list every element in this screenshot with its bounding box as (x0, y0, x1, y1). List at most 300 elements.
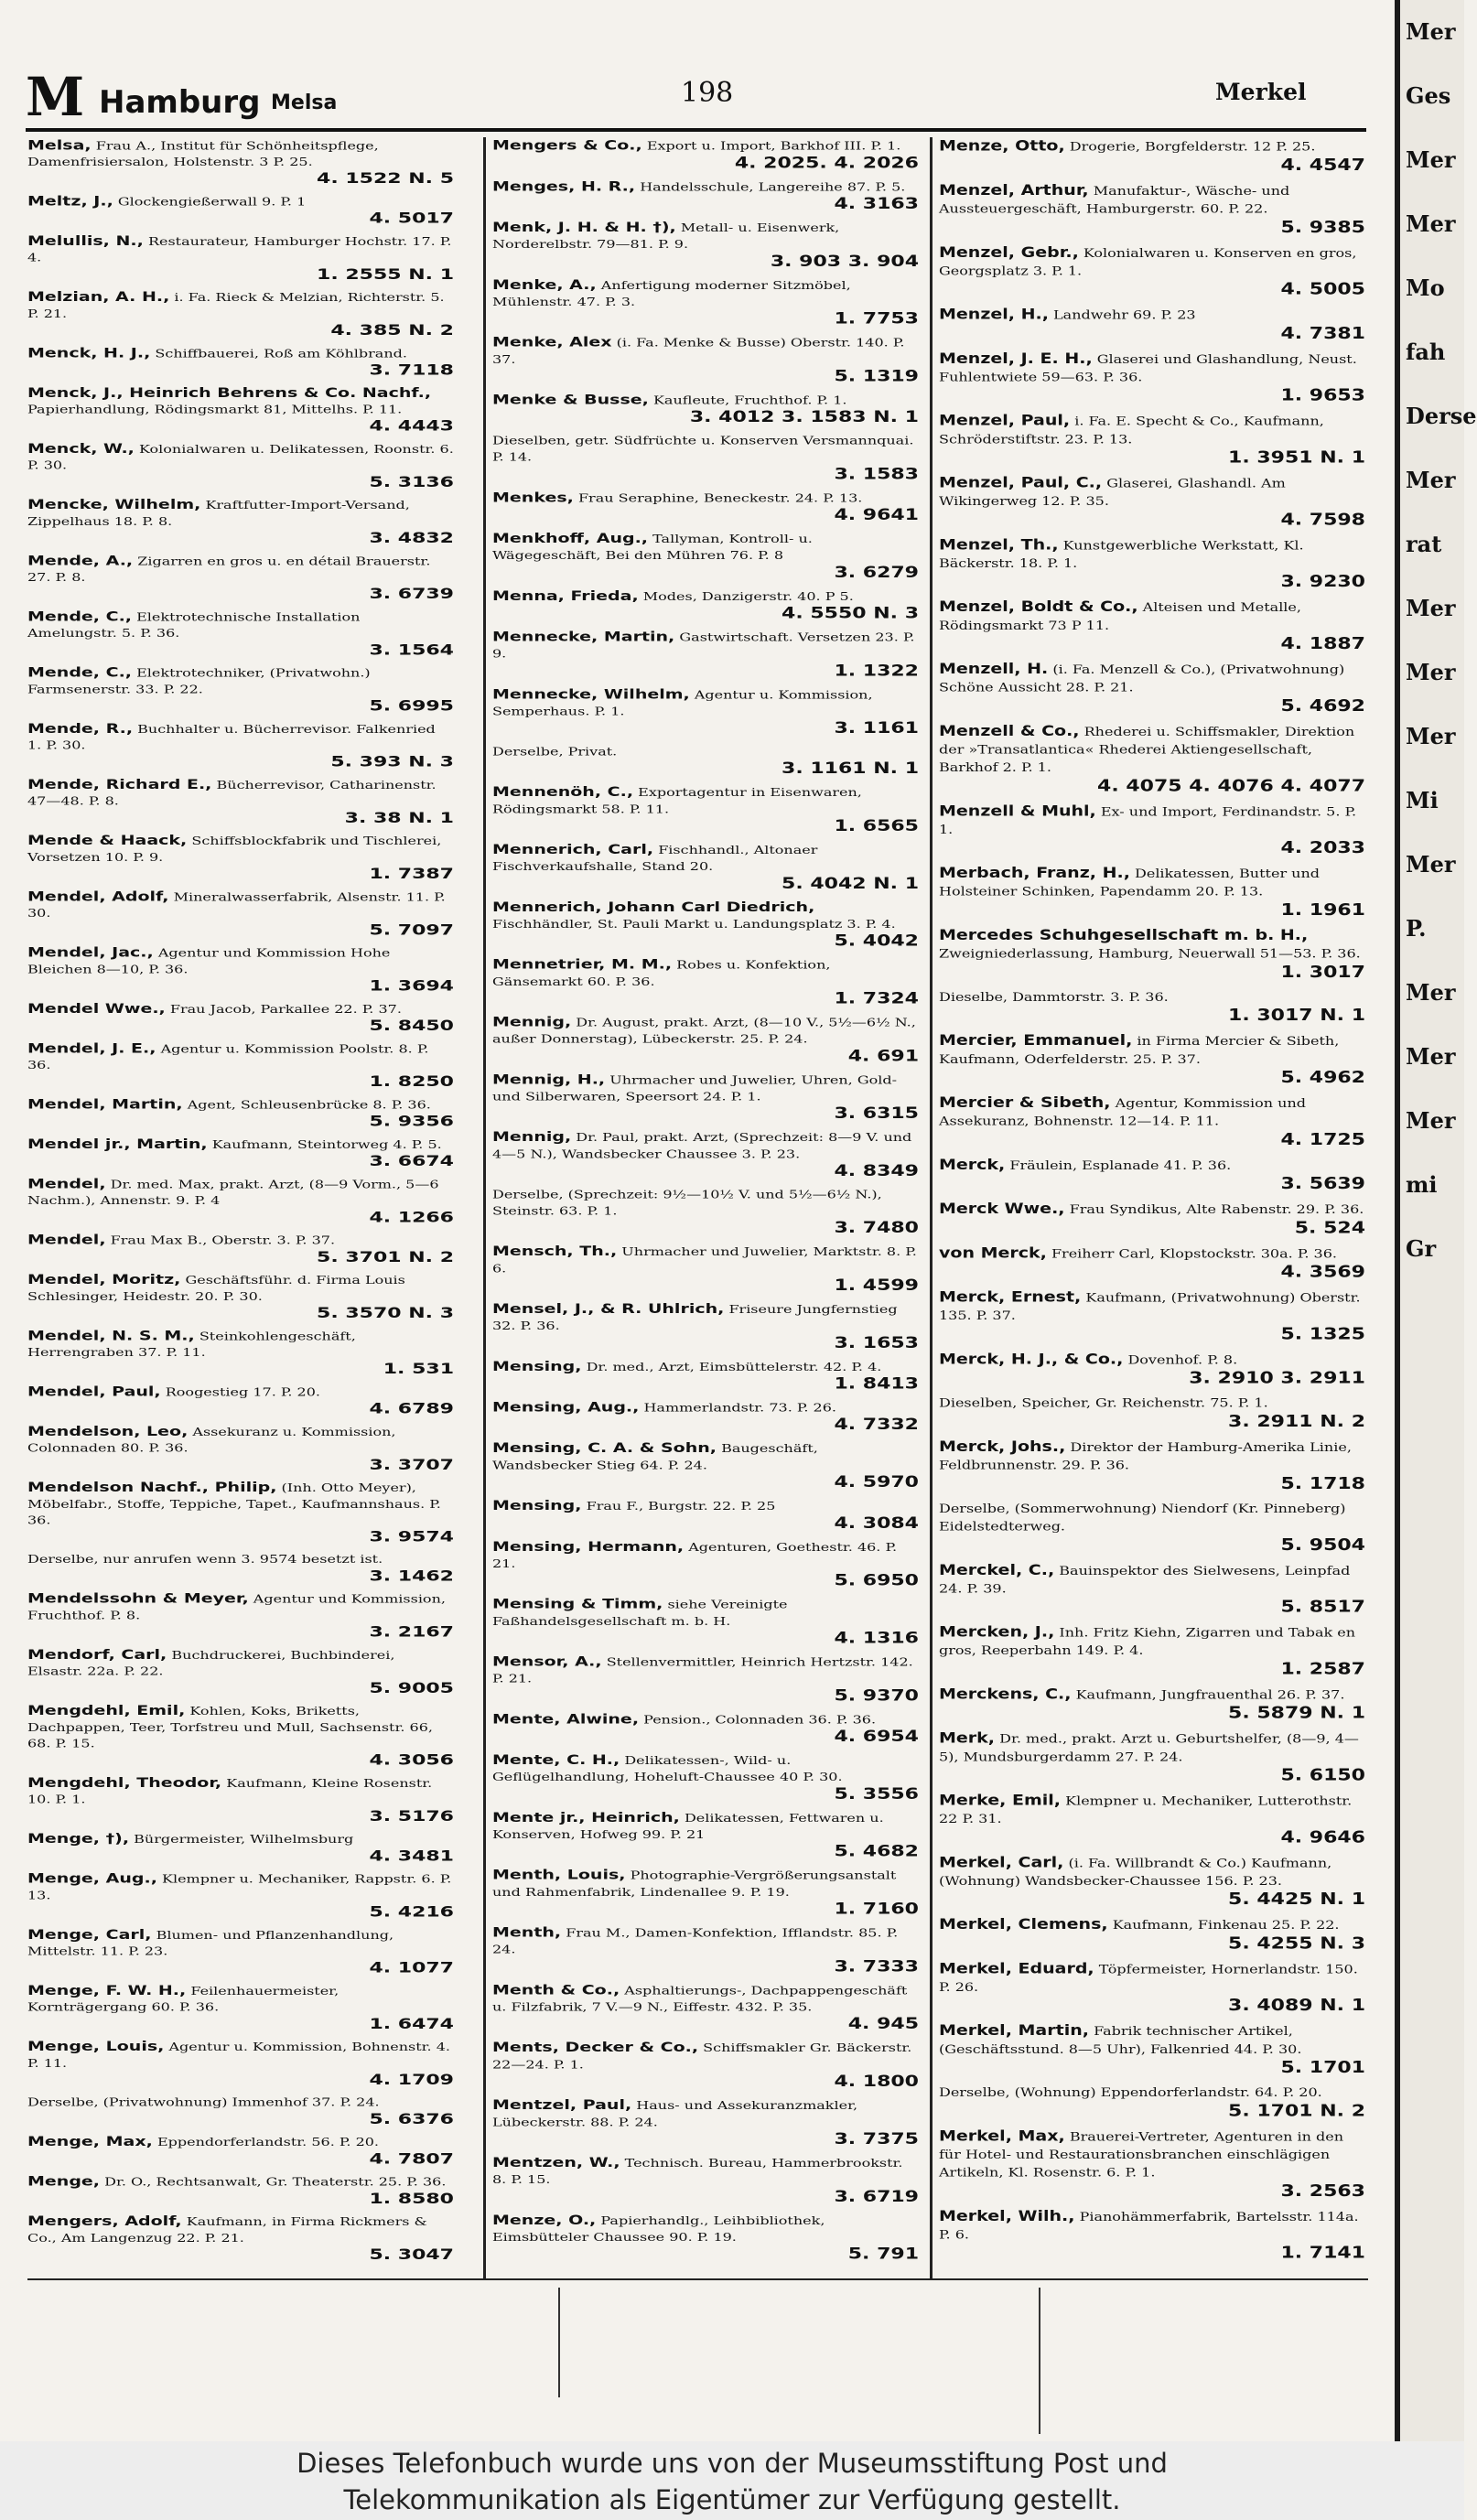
entry-name: Mentzen, W., (492, 2155, 620, 2170)
directory-entry (27, 2039, 458, 2089)
entry-name: Menzell, H. (939, 661, 1049, 678)
entry-details: Glaserei, Glashandl. Am Wikingerweg 12. P. 35. (939, 476, 1286, 509)
entry-name: Mensel, J., & R. Uhlrich, (492, 1301, 725, 1317)
directory-entry (492, 1653, 922, 1706)
entry-phone: 4. 9641 (834, 506, 919, 524)
entry-phone: 4. 5970 (834, 1473, 919, 1492)
entry-name: Mendelson, Leo, (27, 1424, 189, 1439)
edge-fragment: Derse (1406, 403, 1477, 429)
entry-phone: 4. 5005 (1280, 280, 1365, 299)
directory-entry (492, 490, 922, 525)
entry-phone: 3. 6719 (834, 2188, 919, 2206)
edge-fragment: Mer (1406, 851, 1456, 878)
entry-name: Mennig, H., (492, 1072, 606, 1088)
directory-entry (27, 1775, 458, 1825)
directory-entry (939, 1031, 1369, 1087)
entry-phone: 5. 9385 (1280, 218, 1365, 237)
entry-details: Glaserei und Glashandlung, Neust. Fuhlentwiete 59—63. P. 36. (939, 351, 1357, 384)
entry-phone: 5. 8517 (1280, 1598, 1365, 1617)
directory-entry (939, 1438, 1369, 1493)
entry-phone: 3. 2910 3. 2911 (1189, 1369, 1365, 1388)
entry-phone: 3. 4012 3. 1583 N. 1 (689, 408, 919, 426)
directory-entry (492, 219, 922, 271)
directory-entry (939, 243, 1369, 299)
entry-phone: 1. 3694 (369, 977, 454, 995)
entry-details: Handelsschule, Langereihe 87. P. 5. (640, 179, 906, 194)
entry-phone: 4. 1887 (1280, 634, 1365, 653)
entry-name: Mercken, J., (939, 1623, 1055, 1641)
entry-name: Mennenöh, C., (492, 784, 634, 800)
directory-entry (492, 1497, 922, 1533)
directory-entry (492, 1440, 922, 1492)
directory-entry (492, 178, 922, 214)
entry-name: Mensing, Aug., (492, 1399, 640, 1416)
entry-details: Buchdruckerei, Buchbinderei, Elsastr. 22a. P. 22. (27, 1648, 395, 1678)
directory-entry (492, 392, 922, 427)
directory-entry (492, 137, 922, 173)
margin-line (1039, 2288, 1040, 2434)
entry-phone: 4. 3163 (834, 195, 919, 213)
directory-entry (27, 1703, 458, 1770)
entry-details: Kunstgewerbliche Werkstatt, Kl. Bäckerstr. 18. P. 1. (939, 538, 1304, 571)
entry-phone: 3. 4832 (369, 529, 454, 547)
entry-details: Kaufleute, Fruchthof. P. 1. (652, 393, 847, 407)
entry-phone: 5. 4682 (834, 1843, 919, 1861)
directory-entry (939, 1623, 1369, 1679)
entry-details: (i. Fa. Willbrandt & Co.) Kaufmann, (Wohnung) Wandsbecker-Chaussee 156. P. 23. (939, 1856, 1332, 1889)
entry-phone: 3. 6739 (369, 586, 454, 603)
entry-details: Agentur u. Kommission Poolstr. 8. P. 36. (27, 1042, 429, 1072)
entry-phone: 1. 3017 N. 1 (1228, 1006, 1365, 1026)
directory-entry (939, 1960, 1369, 2016)
directory-entry (492, 783, 922, 835)
entry-phone: 4. 3569 (1280, 1262, 1365, 1282)
entry-name: Mensor, A., (492, 1653, 602, 1670)
entry-phone: 4. 2033 (1280, 838, 1365, 858)
directory-entry (27, 2173, 458, 2208)
directory-entry (27, 233, 458, 284)
entry-name: Mengers & Co., (492, 137, 642, 154)
entry-details: Drogerie, Borgfelderstr. 12 P. 25. (1069, 139, 1316, 154)
entry-details: Zweigniederlassung, Hamburg, Neuerwall 51—53. P. 36. (939, 946, 1361, 961)
entry-details: Delikatessen, Butter und Holsteiner Schinken, Papendamm 20. P. 13. (939, 866, 1321, 899)
entry-details: Kolonialwaren u. Konserven en gros, Georgsplatz 3. P. 1. (939, 245, 1357, 278)
entry-name: Mende, A., (27, 553, 134, 569)
entry-details: Derselbe, (Privatwohnung) Immenhof 37. P. 24. (27, 2095, 380, 2109)
entry-name: Menzel, Paul, C., (939, 474, 1103, 491)
directory-entry (27, 721, 458, 771)
entry-details: Modes, Danzigerstr. 40. P 5. (642, 589, 854, 603)
directory-entry (492, 1711, 922, 1747)
footer-notice (0, 2441, 1464, 2520)
entry-details: Dr. Paul, prakt. Arzt, (Sprechzeit: 8—9 V. und 4—5 N.), Wandsbecker Chaussee 3. P. 23. (492, 1130, 912, 1161)
entry-name: Mercier, Emmanuel, (939, 1032, 1133, 1050)
entry-name: Menge, (27, 2174, 101, 2190)
entry-name: Mensing, C. A. & Sohn, (492, 1440, 717, 1457)
directory-entry (27, 664, 458, 715)
entry-name: Menze, Otto, (939, 137, 1065, 155)
edge-fragment: Mer (1406, 659, 1456, 685)
entry-phone: 5. 1718 (1280, 1474, 1365, 1493)
directory-entry (939, 1792, 1369, 1847)
entry-phone: 5. 3570 N. 3 (317, 1304, 454, 1322)
entry-phone: 1. 8250 (369, 1073, 454, 1091)
directory-entry (492, 1924, 922, 1976)
directory-entry (27, 345, 458, 380)
directory-entry (492, 1129, 922, 1181)
directory-entry (939, 1500, 1369, 1555)
entry-name: Mengers, Adolf, (27, 2213, 182, 2229)
directory-entry (27, 385, 458, 436)
directory-entry (492, 841, 922, 893)
entry-name: Merkel, Clemens, (939, 1916, 1108, 1933)
entry-name: Mendel, Moritz, (27, 1272, 181, 1287)
directory-entry (27, 1831, 458, 1866)
entry-phone: 3. 7333 (834, 1958, 919, 1976)
directory-entry (492, 1982, 922, 2034)
entry-details: Fabrik technischer Artikel, (Geschäftsstund. 8—5 Uhr), Falkenried 44. P. 30. (939, 2023, 1302, 2057)
entry-details: Restaurateur, Hamburger Hochstr. 17. P. 4. (27, 234, 452, 264)
directory-entry (492, 744, 922, 779)
entry-phone: 4. 1725 (1280, 1130, 1365, 1149)
column-left (27, 137, 458, 2269)
entry-name: Menzel, Gebr., (939, 243, 1079, 261)
entry-details: Derselbe, (Sprechzeit: 9½—10½ V. und 5½—6½ N.), Steinstr. 63. P. 1. (492, 1187, 882, 1218)
entry-phone: 4. 7807 (369, 2150, 454, 2168)
entry-details: Dr. O., Rechtsanwalt, Gr. Theaterstr. 25. P. 36. (104, 2175, 447, 2189)
entry-name: Merkel, Carl, (939, 1854, 1064, 1871)
directory-entry (492, 956, 922, 1008)
entry-details: Frau F., Burgstr. 22. P. 25 (586, 1499, 776, 1513)
edge-fragment: Mer (1406, 210, 1456, 237)
entry-phone: 3. 2167 (369, 1623, 454, 1642)
directory-entry (27, 1096, 458, 1131)
entry-name: Menzell & Co., (939, 722, 1080, 739)
entry-phone: 4. 1077 (369, 1959, 454, 1977)
entry-details: Agentur u. Kommission, Semperhaus. P. 1. (492, 687, 873, 718)
entry-phone: 5. 8450 (369, 1017, 454, 1035)
directory-entry (492, 1358, 922, 1394)
entry-phone: 1. 2587 (1280, 1659, 1365, 1679)
entry-phone: 1. 7141 (1280, 2244, 1365, 2263)
edge-fragment: Mo (1406, 275, 1445, 301)
directory-entry (27, 2134, 458, 2169)
directory-entry (939, 2207, 1369, 2263)
entry-name: Mensing & Timm, (492, 1596, 663, 1612)
entry-phone: 5. 3136 (369, 473, 454, 491)
directory-entry (939, 350, 1369, 405)
directory-entry (27, 1328, 458, 1378)
entry-details: Brauerei-Vertreter, Agenturen in den für Hotel- und Restaurationsbranchen einschlägigen Artikeln, Kl. Rosenstr. 6. P. 1. (939, 2129, 1344, 2180)
edge-fragment: rat (1406, 531, 1442, 557)
entry-phone: 5. 4042 (834, 932, 919, 951)
directory-entry (27, 289, 458, 339)
directory-entry (27, 1552, 458, 1586)
entry-phone: 3. 2911 N. 2 (1228, 1412, 1365, 1431)
edge-fragment: Gr (1406, 1235, 1437, 1262)
entry-details: Pension., Colonnaden 36. P. 36. (643, 1712, 877, 1727)
entry-details: Roogestieg 17. P. 20. (165, 1385, 320, 1399)
entry-phone: 4. 7381 (1280, 324, 1365, 343)
entry-details: Dovenhof. P. 8. (1127, 1352, 1238, 1367)
entry-name: Menck, H. J., (27, 345, 151, 361)
directory-entry (492, 530, 922, 582)
entry-name: Merckens, C., (939, 1685, 1072, 1703)
entry-phone: 1. 7387 (369, 866, 454, 883)
entry-name: Mengdehl, Emil, (27, 1703, 186, 1718)
entry-phone: 5. 791 (847, 2245, 919, 2264)
entry-name: Mengdehl, Theodor, (27, 1775, 222, 1791)
entry-name: Mercier & Sibeth, (939, 1094, 1111, 1112)
directory-entry (939, 926, 1369, 982)
edge-fragment: Mi (1406, 787, 1439, 813)
directory-entry (939, 1561, 1369, 1617)
entry-name: Menck, J., Heinrich Behrens & Co. Nachf., (27, 385, 432, 401)
entry-details: (i. Fa. Menzell & Co.), (Privatwohnung) Schöne Aussicht 28. P. 21. (939, 662, 1345, 695)
entry-details: Bauinspektor des Sielwesens, Leinpfad 24. P. 39. (939, 1563, 1351, 1596)
entry-phone: 5. 6950 (834, 1572, 919, 1590)
entry-phone: 1. 9653 (1280, 386, 1365, 405)
directory-entry (492, 629, 922, 681)
directory-entry (27, 1927, 458, 1977)
entry-phone: 1. 531 (383, 1361, 454, 1378)
entry-details: Photographie-Vergrößerungsanstalt und Rahmenfabrik, Lindenallee 9. P. 19. (492, 1868, 897, 1899)
directory-entry (939, 722, 1369, 796)
directory-entry (492, 1596, 922, 1648)
entry-details: Dieselben, getr. Südfrüchte u. Konserven Versmannquai. P. 14. (492, 434, 914, 464)
directory-entry (492, 1538, 922, 1590)
entry-phone: 3. 6279 (834, 564, 919, 582)
entry-name: Mercedes Schuhgesellschaft m. b. H., (939, 927, 1309, 944)
entry-name: Mentzel, Paul, (492, 2097, 632, 2113)
entry-name: Merbach, Franz, H., (939, 865, 1130, 882)
directory-entry (492, 2096, 922, 2148)
entry-details: Robes u. Konfektion, Gänsemarkt 60. P. 36. (492, 958, 831, 988)
entry-name: Mende & Haack, (27, 833, 188, 848)
page-number: 198 (681, 77, 734, 109)
entry-details: Frau Jacob, Parkallee 22. P. 37. (169, 1002, 402, 1016)
entry-phone: 1. 8580 (369, 2190, 454, 2208)
entry-name: Menze, O., (492, 2212, 597, 2228)
entry-name: Menzell & Muhl, (939, 802, 1096, 820)
directory-entry (27, 2095, 458, 2128)
directory-entry (27, 833, 458, 883)
directory-entry (492, 1867, 922, 1919)
entry-phone: 3. 1564 (369, 641, 454, 659)
directory-entry (492, 1300, 922, 1352)
edge-fragment: P. (1406, 915, 1427, 942)
entry-name: Mensch, Th., (492, 1244, 618, 1259)
entry-details: Glockengießerwall 9. P. 1 (117, 195, 307, 209)
entry-phone: 1. 7160 (834, 1901, 919, 1919)
directory-entry (939, 2084, 1369, 2121)
entry-phone: 3. 5639 (1280, 1174, 1365, 1193)
entry-phone: 3. 9230 (1280, 572, 1365, 592)
directory-entry (939, 1200, 1369, 1238)
entry-details: Agentur und Kommission Hohe Bleichen 8—10, P. 36. (27, 946, 391, 976)
entry-details: Dr. med. Max, prakt. Arzt, (8—9 Vorm., 5—6 Nachm.), Annenstr. 9. P. 4 (27, 1178, 439, 1208)
entry-name: Meltz, J., (27, 193, 113, 210)
column-right (939, 137, 1369, 2269)
entry-phone: 5. 4042 N. 1 (782, 875, 919, 893)
entry-name: Menzel, H., (939, 306, 1049, 323)
entry-details: Derselbe, (Wohnung) Eppendorferlandstr. 64. P. 20. (939, 2084, 1322, 2100)
entry-phone: 5. 4216 (369, 1903, 454, 1921)
entry-details: Asphaltierungs-, Dachpappengeschäft u. Filzfabrik, 7 V.—9 N., Eiffestr. 432. P. 35. (492, 1984, 908, 2014)
entry-details: Rhederei u. Schiffsmakler, Direktion der »Transatlantica« Rhederei Aktiengesellschaft, Barkhof 2. P. 1. (939, 724, 1355, 775)
directory-entry (27, 1000, 458, 1035)
entry-name: von Merck, (939, 1244, 1047, 1262)
entry-name: Mende, Richard E., (27, 777, 212, 792)
directory-entry (939, 474, 1369, 530)
entry-name: Merkel, Max, (939, 2127, 1065, 2145)
entry-name: Melzian, A. H., (27, 289, 170, 305)
directory-entry (492, 433, 922, 484)
entry-details: Papierhandlg., Leihbibliothek, Eimsbütteler Chaussee 90. P. 19. (492, 2213, 825, 2244)
entry-name: Mennetrier, M. M., (492, 956, 673, 973)
entry-phone: 4. 9646 (1280, 1827, 1365, 1847)
directory-entry (492, 1072, 922, 1124)
entry-details: Uhrmacher und Juwelier, Uhren, Gold- und Silberwaren, Speersort 24. P. 1. (492, 1073, 897, 1104)
entry-phone: 3. 38 N. 1 (344, 809, 454, 827)
entry-phone: 1. 3951 N. 1 (1228, 447, 1365, 468)
entry-details: Schiffbauerei, Roß am Köhlbrand. (155, 347, 407, 361)
directory-entry (27, 2213, 458, 2264)
entry-phone: 3. 7480 (834, 1219, 919, 1237)
directory-entry (939, 536, 1369, 592)
directory-entry (492, 587, 922, 623)
entry-name: Menth & Co., (492, 1982, 620, 1998)
entry-name: Mennerich, Johann Carl Diedrich, (492, 899, 815, 915)
entry-details: Manufaktur-, Wäsche- und Aussteuergeschäft, Hamburgerstr. 60. P. 22. (939, 183, 1290, 216)
entry-name: Mente, Alwine, (492, 1711, 640, 1728)
directory-entry (939, 1288, 1369, 1344)
entry-name: Mendel, Paul, (27, 1384, 161, 1400)
entry-phone: 4. 691 (847, 1048, 919, 1065)
entry-details: in Firma Mercier & Sibeth, Kaufmann, Oderfelderstr. 25. P. 37. (939, 1033, 1340, 1067)
entry-details: Delikatessen, Fettwaren u. Konserven, Hofweg 99. P. 21 (492, 1811, 884, 1842)
entry-phone: 4. 7598 (1280, 510, 1365, 530)
entry-phone: 4. 6954 (834, 1728, 919, 1746)
directory-entry (939, 988, 1369, 1026)
directory-entry (939, 1351, 1369, 1389)
entry-details: Frau M., Damen-Konfektion, Ifflandstr. 85. P. 24. (492, 1926, 899, 1956)
entry-details: Dr. August, prakt. Arzt, (8—10 V., 5½—6½ N., außer Donnerstag), Lübeckerstr. 25. P. 24. (492, 1016, 916, 1046)
entry-name: Merck, H. J., & Co., (939, 1351, 1124, 1368)
directory-entry (492, 2154, 922, 2206)
entry-phone: 5. 3556 (834, 1785, 919, 1804)
entry-name: Menge, Max, (27, 2134, 153, 2149)
entry-name: Mende, C., (27, 665, 133, 681)
entry-details: Tallyman, Kontroll- u. Wägegeschäft, Bei den Mühren 76. P. 8 (492, 532, 813, 563)
entry-phone: 4. 945 (847, 2015, 919, 2033)
entry-phone: 4. 1800 (834, 2073, 919, 2091)
entry-phone: 5. 4425 N. 1 (1228, 1890, 1365, 1910)
entry-details: Dr. med., prakt. Arzt u. Geburtshelfer, (8—9, 4—5), Mundsburgerdamm 27. P. 24. (939, 1731, 1359, 1764)
entry-phone: 5. 6995 (369, 697, 454, 715)
entry-name: Merke, Emil, (939, 1792, 1062, 1809)
entry-phone: 4. 1709 (369, 2072, 454, 2089)
directory-entry (27, 608, 458, 659)
entry-name: Melsa, (27, 137, 92, 153)
entry-phone: 5. 393 N. 3 (330, 753, 454, 771)
entry-details: Pianohämmerfabrik, Bartelsstr. 114a. P. 6. (939, 2209, 1359, 2242)
entry-name: Menges, H. R., (492, 178, 636, 195)
entry-details: Uhrmacher und Juwelier, Marktstr. 8. P. 6. (492, 1244, 917, 1276)
entry-details: Kaufmann, Finkenau 25. P. 22. (1112, 1917, 1340, 1933)
entry-details: Baugeschäft, Wandsbecker Stieg 64. P. 24. (492, 1441, 818, 1472)
directory-entry (939, 1915, 1369, 1954)
directory-entry (492, 1399, 922, 1435)
directory-entry (27, 1870, 458, 1921)
entry-details: Landwehr 69. P. 23 (1053, 307, 1196, 322)
entry-phone: 4. 4547 (1280, 156, 1365, 175)
entry-name: Menth, (492, 1924, 562, 1941)
column-divider (483, 137, 486, 2278)
entry-details: siehe Vereinigte Faßhandelsgesellschaft m. b. H. (492, 1598, 788, 1628)
entry-phone: 5. 1701 (1280, 2058, 1365, 2077)
entry-details: Geschäftsführ. d. Firma Louis Schlesinger, Heidestr. 20. P. 30. (27, 1274, 405, 1303)
range-start: Melsa (271, 92, 338, 114)
entry-name: Mensing, Hermann, (492, 1538, 685, 1555)
entry-details: Gastwirtschaft. Versetzen 23. P. 9. (492, 630, 915, 661)
edge-fragment: Mer (1406, 467, 1456, 493)
entry-name: Mencke, Wilhelm, (27, 497, 201, 512)
entry-name: Menzel, Paul, (939, 412, 1071, 429)
entry-phone: 1. 6565 (834, 817, 919, 835)
entry-phone: 3. 9574 (369, 1528, 454, 1546)
entry-name: Menke & Busse, (492, 392, 649, 408)
entry-phone: 1. 4599 (834, 1276, 919, 1295)
entry-name: Mensing, (492, 1358, 582, 1374)
entry-details: Kaufmann, in Firma Rickmers & Co., Am Langenzug 22. P. 21. (27, 2215, 427, 2245)
entry-phone: 5. 1319 (834, 368, 919, 386)
entry-phone: 4. 2025. 4. 2026 (734, 154, 919, 172)
entry-details: Exportagentur in Eisenwaren, Rödingsmarkt 58. P. 11. (492, 785, 862, 816)
entry-details: Fräulein, Esplanade 41. P. 36. (1009, 1158, 1232, 1173)
directory-entry (27, 888, 458, 939)
entry-details: Frau Syndikus, Alte Rabenstr. 29. P. 36. (1069, 1201, 1364, 1217)
entry-name: Mendelson Nachf., Philip, (27, 1480, 277, 1495)
directory-entry (939, 137, 1369, 176)
entry-phone: 5. 4255 N. 3 (1228, 1933, 1365, 1954)
entry-name: Mendel, (27, 1233, 106, 1248)
footer-line-2: Telekommunikation als Eigentümer zur Verfügung gestellt. (343, 2484, 1121, 2515)
directory-entry (492, 276, 922, 328)
directory-entry (27, 137, 458, 188)
entry-name: Mennig, (492, 1014, 572, 1030)
entry-details: Haus- und Assekuranzmakler, Lübeckerstr. 88. P. 24. (492, 2098, 858, 2129)
entry-details: Klempner u. Mechaniker, Lutterothstr. 22 P. 31. (939, 1793, 1353, 1826)
directory-entry (939, 802, 1369, 858)
edge-fragment: Mer (1406, 595, 1456, 621)
directory-entry (27, 1232, 458, 1266)
directory-entry (939, 1156, 1369, 1194)
entry-phone: 1. 2555 N. 1 (317, 265, 454, 284)
directory-entry (939, 2021, 1369, 2077)
entry-details: Agenturen, Goethestr. 46. P. 21. (492, 1540, 898, 1570)
entry-phone: 5. 9370 (834, 1686, 919, 1705)
directory-entry (492, 1751, 922, 1804)
entry-details: Derselbe, Privat. (492, 745, 618, 759)
entry-name: Mendel Wwe., (27, 1001, 166, 1017)
edge-fragment: fah (1406, 339, 1446, 365)
directory-entry (492, 686, 922, 738)
entry-name: Merck, Ernest, (939, 1288, 1082, 1306)
entry-phone: 4. 1316 (834, 1630, 919, 1648)
entry-phone: 3. 1462 (369, 1567, 454, 1585)
entry-details: Agent, Schleusenbrücke 8. P. 36. (187, 1098, 431, 1112)
